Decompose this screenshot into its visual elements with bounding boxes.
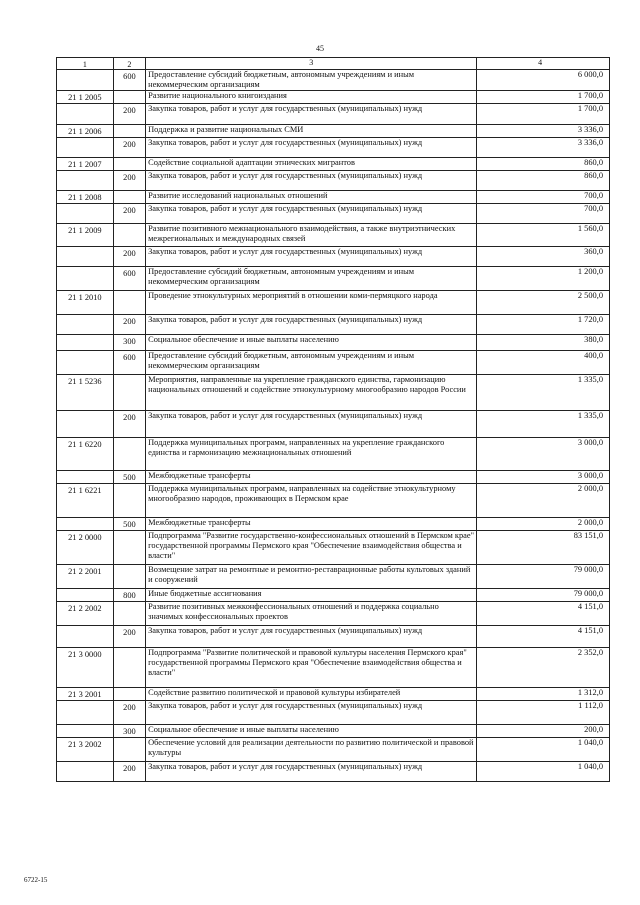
table-row: [57, 247, 610, 267]
header-col-3: 3: [146, 58, 477, 70]
row-type-cell: 200: [113, 104, 145, 125]
row-code-cell: [57, 725, 114, 738]
row-amount-cell: 700,0: [477, 204, 610, 224]
row-code-cell: [57, 626, 114, 648]
row-type-cell: [113, 484, 145, 518]
row-name-cell: Развитие исследований национальных отношений: [146, 191, 477, 204]
row-name-cell: Иные бюджетные ассигнования: [146, 589, 477, 602]
row-name-cell: Социальное обеспечение и иные выплаты населению: [146, 335, 477, 351]
row-code-cell: [57, 247, 114, 267]
footer-code: 6722-15: [24, 876, 48, 884]
row-name-cell: Содействие социальной адаптации этнических мигрантов: [146, 158, 477, 171]
row-type-cell: 300: [113, 335, 145, 351]
row-amount-cell: 3 000,0: [477, 471, 610, 484]
row-type-cell: [113, 602, 145, 626]
row-amount-cell: 360,0: [477, 247, 610, 267]
row-code-cell: [57, 762, 114, 782]
row-amount-cell: 3 336,0: [477, 125, 610, 138]
row-code-cell: 21 3 2001: [57, 688, 114, 701]
row-amount-cell: 200,0: [477, 725, 610, 738]
row-name-cell: Поддержка муниципальных программ, направленных на укрепление гражданского единства и гармонизацию межнациональных отношений: [146, 438, 477, 471]
row-name-cell: Мероприятия, направленные на укрепление гражданского единства, гармонизацию национальных отношений и содействие этнокультурному многообразию народов России: [146, 375, 477, 411]
row-amount-cell: 3 336,0: [477, 138, 610, 158]
row-amount-cell: 1 200,0: [477, 267, 610, 291]
table-row: [57, 738, 610, 762]
table-row: [57, 725, 610, 738]
row-name-cell: Закупка товаров, работ и услуг для государственных (муниципальных) нужд: [146, 411, 477, 438]
header-col-4: 4: [477, 58, 610, 70]
table-row: [57, 565, 610, 589]
row-code-cell: [57, 411, 114, 438]
row-amount-cell: 6 000,0: [477, 70, 610, 91]
row-type-cell: [113, 224, 145, 247]
row-type-cell: 800: [113, 589, 145, 602]
row-amount-cell: 1 335,0: [477, 375, 610, 411]
row-name-cell: Развитие позитивных межконфессиональных отношений и поддержка социально значимых конфессиональных проектов: [146, 602, 477, 626]
row-code-cell: 21 2 2001: [57, 565, 114, 589]
table-row: [57, 438, 610, 471]
row-type-cell: 500: [113, 471, 145, 484]
row-amount-cell: 1 112,0: [477, 701, 610, 725]
row-code-cell: [57, 471, 114, 484]
table-row: [57, 70, 610, 91]
row-type-cell: [113, 565, 145, 589]
row-type-cell: 200: [113, 138, 145, 158]
row-type-cell: [113, 191, 145, 204]
row-code-cell: 21 2 0000: [57, 531, 114, 565]
row-name-cell: Закупка товаров, работ и услуг для государственных (муниципальных) нужд: [146, 626, 477, 648]
row-amount-cell: 2 500,0: [477, 291, 610, 315]
row-code-cell: 21 1 2010: [57, 291, 114, 315]
header-col-1: 1: [57, 58, 114, 70]
row-code-cell: 21 1 2009: [57, 224, 114, 247]
row-type-cell: 200: [113, 315, 145, 335]
table-row: [57, 191, 610, 204]
table-row: [57, 762, 610, 782]
row-amount-cell: 4 151,0: [477, 602, 610, 626]
row-type-cell: [113, 91, 145, 104]
row-name-cell: Социальное обеспечение и иные выплаты населению: [146, 725, 477, 738]
row-type-cell: [113, 125, 145, 138]
row-code-cell: [57, 138, 114, 158]
table-row: [57, 626, 610, 648]
row-amount-cell: 1 700,0: [477, 91, 610, 104]
row-amount-cell: 83 151,0: [477, 531, 610, 565]
table-row: [57, 158, 610, 171]
row-type-cell: 200: [113, 411, 145, 438]
row-amount-cell: 860,0: [477, 171, 610, 191]
table-row: [57, 335, 610, 351]
table-row: [57, 518, 610, 531]
row-type-cell: 600: [113, 351, 145, 375]
row-name-cell: Возмещение затрат на ремонтные и ремонтно-реставрационные работы культовых зданий и сооружений: [146, 565, 477, 589]
row-code-cell: [57, 267, 114, 291]
row-amount-cell: 1 312,0: [477, 688, 610, 701]
row-type-cell: [113, 648, 145, 688]
row-code-cell: [57, 351, 114, 375]
row-code-cell: 21 1 2008: [57, 191, 114, 204]
table-row: [57, 125, 610, 138]
row-name-cell: Обеспечение условий для реализации деятельности по развитию политической и правовой культуры: [146, 738, 477, 762]
table-body: [57, 70, 610, 782]
table-row: [57, 138, 610, 158]
table-row: [57, 315, 610, 335]
table-row: [57, 224, 610, 247]
row-name-cell: Поддержка муниципальных программ, направленных на содействие этнокультурному многообразию народов, проживающих в Пермском крае: [146, 484, 477, 518]
row-amount-cell: 860,0: [477, 158, 610, 171]
row-code-cell: [57, 315, 114, 335]
row-name-cell: Межбюджетные трансферты: [146, 518, 477, 531]
row-type-cell: [113, 688, 145, 701]
row-amount-cell: 79 000,0: [477, 589, 610, 602]
table-row: [57, 688, 610, 701]
table-row: [57, 291, 610, 315]
table-row: [57, 484, 610, 518]
row-name-cell: Предоставление субсидий бюджетным, автономным учреждениям и иным некоммерческим организациям: [146, 267, 477, 291]
row-name-cell: Поддержка и развитие национальных СМИ: [146, 125, 477, 138]
row-type-cell: [113, 438, 145, 471]
row-code-cell: [57, 171, 114, 191]
table-row: [57, 531, 610, 565]
row-name-cell: Предоставление субсидий бюджетным, автономным учреждениям и иным некоммерческим организациям: [146, 351, 477, 375]
row-name-cell: Закупка товаров, работ и услуг для государственных (муниципальных) нужд: [146, 204, 477, 224]
row-name-cell: Закупка товаров, работ и услуг для государственных (муниципальных) нужд: [146, 247, 477, 267]
row-type-cell: 200: [113, 701, 145, 725]
row-type-cell: 200: [113, 762, 145, 782]
row-code-cell: [57, 70, 114, 91]
table-row: [57, 471, 610, 484]
row-code-cell: 21 3 0000: [57, 648, 114, 688]
table-row: [57, 701, 610, 725]
table-row: [57, 104, 610, 125]
table-row: [57, 351, 610, 375]
row-type-cell: [113, 291, 145, 315]
row-type-cell: 500: [113, 518, 145, 531]
row-code-cell: [57, 104, 114, 125]
row-name-cell: Предоставление субсидий бюджетным, автономным учреждениям и иным некоммерческим организациям: [146, 70, 477, 91]
budget-table: [56, 57, 610, 782]
row-type-cell: 200: [113, 171, 145, 191]
row-name-cell: Развитие позитивного межнационального взаимодействия, а также внутриэтнических межрегиональных и международных связей: [146, 224, 477, 247]
header-col-2: 2: [113, 58, 145, 70]
table-row: [57, 375, 610, 411]
table-row: [57, 267, 610, 291]
row-amount-cell: 400,0: [477, 351, 610, 375]
row-amount-cell: 380,0: [477, 335, 610, 351]
row-type-cell: 200: [113, 626, 145, 648]
row-type-cell: [113, 531, 145, 565]
row-amount-cell: 1 040,0: [477, 738, 610, 762]
row-name-cell: Содействие развитию политической и правовой культуры избирателей: [146, 688, 477, 701]
row-amount-cell: 2 352,0: [477, 648, 610, 688]
row-amount-cell: 700,0: [477, 191, 610, 204]
page-number: 45: [316, 44, 324, 53]
row-type-cell: 200: [113, 204, 145, 224]
row-code-cell: 21 1 5236: [57, 375, 114, 411]
table-row: [57, 589, 610, 602]
row-code-cell: 21 1 6221: [57, 484, 114, 518]
table-row: [57, 91, 610, 104]
row-code-cell: 21 1 2007: [57, 158, 114, 171]
row-type-cell: 200: [113, 247, 145, 267]
table-row: [57, 171, 610, 191]
row-name-cell: Развитие национального книгоиздания: [146, 91, 477, 104]
table-row: [57, 411, 610, 438]
row-name-cell: Закупка товаров, работ и услуг для государственных (муниципальных) нужд: [146, 104, 477, 125]
row-amount-cell: 1 720,0: [477, 315, 610, 335]
header-row: [57, 58, 610, 70]
row-code-cell: [57, 335, 114, 351]
table-row: [57, 602, 610, 626]
row-name-cell: Закупка товаров, работ и услуг для государственных (муниципальных) нужд: [146, 138, 477, 158]
row-type-cell: [113, 375, 145, 411]
row-code-cell: 21 1 2005: [57, 91, 114, 104]
row-name-cell: Подпрограмма "Развитие государственно-конфессиональных отношений в Пермском крае" государственной программы Пермского края "Обеспечение взаимодействия общества и власти": [146, 531, 477, 565]
row-code-cell: 21 3 2002: [57, 738, 114, 762]
row-type-cell: [113, 738, 145, 762]
row-name-cell: Закупка товаров, работ и услуг для государственных (муниципальных) нужд: [146, 762, 477, 782]
table-row: [57, 648, 610, 688]
row-amount-cell: 1 560,0: [477, 224, 610, 247]
row-amount-cell: 1 335,0: [477, 411, 610, 438]
row-type-cell: 600: [113, 267, 145, 291]
row-name-cell: Межбюджетные трансферты: [146, 471, 477, 484]
row-name-cell: Закупка товаров, работ и услуг для государственных (муниципальных) нужд: [146, 315, 477, 335]
table-header: [57, 58, 610, 70]
row-amount-cell: 2 000,0: [477, 518, 610, 531]
row-code-cell: 21 1 6220: [57, 438, 114, 471]
row-amount-cell: 4 151,0: [477, 626, 610, 648]
row-name-cell: Подпрограмма "Развитие политической и правовой культуры населения Пермского края" государственной программы Пермского края "Обеспечение взаимодействия общества и власти": [146, 648, 477, 688]
row-type-cell: [113, 158, 145, 171]
row-type-cell: 300: [113, 725, 145, 738]
row-amount-cell: 3 000,0: [477, 438, 610, 471]
row-code-cell: [57, 589, 114, 602]
row-amount-cell: 2 000,0: [477, 484, 610, 518]
row-amount-cell: 79 000,0: [477, 565, 610, 589]
row-code-cell: 21 1 2006: [57, 125, 114, 138]
row-name-cell: Закупка товаров, работ и услуг для государственных (муниципальных) нужд: [146, 171, 477, 191]
row-code-cell: [57, 518, 114, 531]
row-amount-cell: 1 700,0: [477, 104, 610, 125]
row-code-cell: [57, 701, 114, 725]
row-name-cell: Проведение этнокультурных мероприятий в отношении коми-пермяцкого народа: [146, 291, 477, 315]
row-amount-cell: 1 040,0: [477, 762, 610, 782]
row-type-cell: 600: [113, 70, 145, 91]
row-code-cell: [57, 204, 114, 224]
table-row: [57, 204, 610, 224]
row-name-cell: Закупка товаров, работ и услуг для государственных (муниципальных) нужд: [146, 701, 477, 725]
row-code-cell: 21 2 2002: [57, 602, 114, 626]
